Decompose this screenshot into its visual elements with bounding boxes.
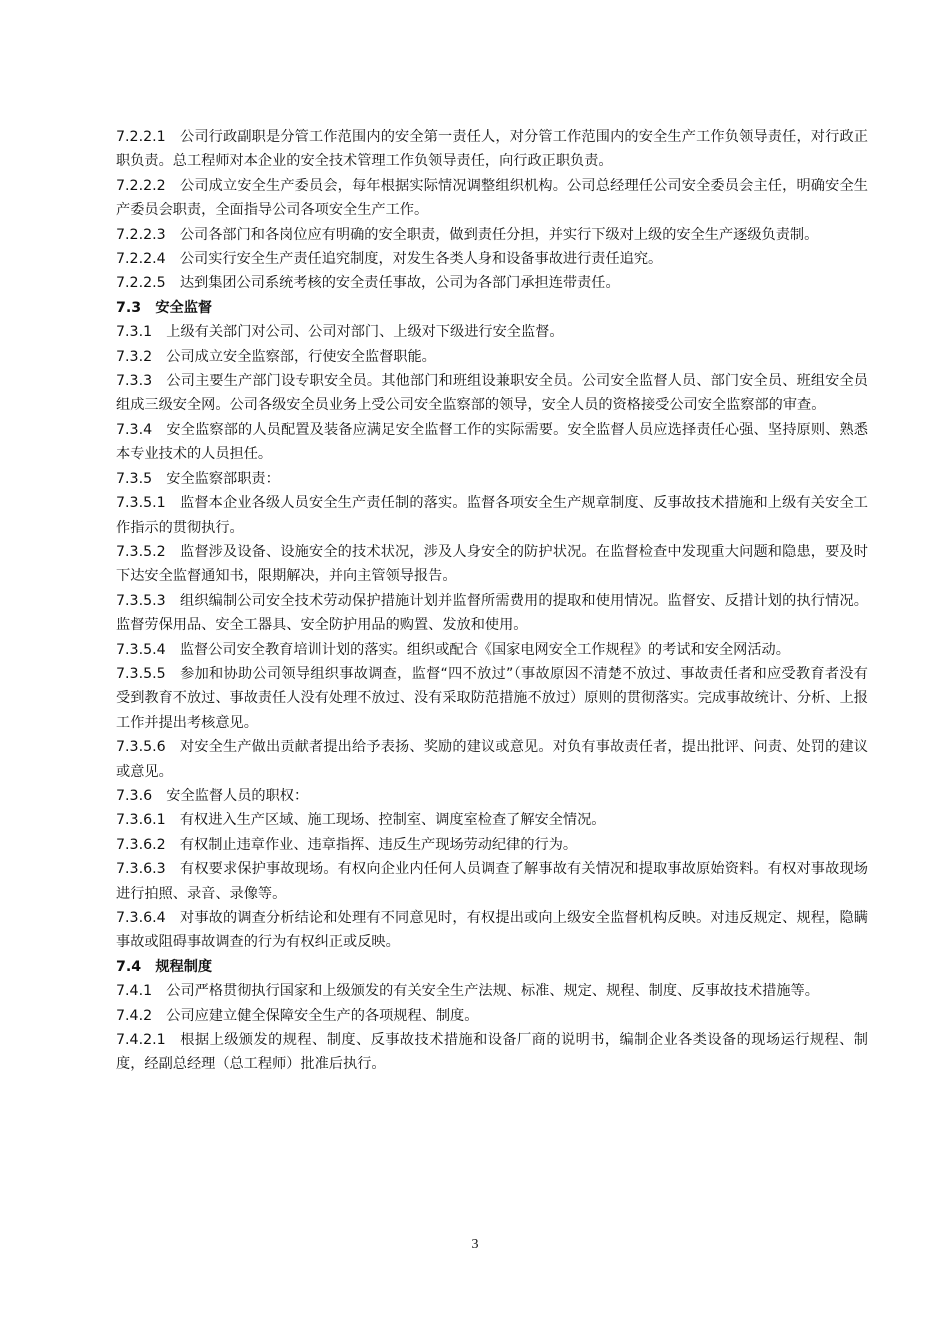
clause-text: 上级有关部门对公司、公司对部门、上级对下级进行安全监督。 xyxy=(166,324,564,341)
clause-text: 公司主要生产部门设专职安全员。其他部门和班组设兼职安全员。公司安全监督人员、部门安全员、班组安全员组成三级安全网。公司各级安全员业务上受公司安全监察部的领导，安全人员的资格接受公司安全监察部的审查。 xyxy=(116,373,868,414)
clause-number: 7.3.3 xyxy=(116,373,153,390)
clause-number: 7.3.5.5 xyxy=(116,665,166,682)
clause-number: 7.4.1 xyxy=(116,983,153,1000)
clause-number: 7.4.2 xyxy=(116,1007,153,1024)
clause-number: 7.3.5.2 xyxy=(116,543,166,560)
clause-number: 7.3.4 xyxy=(116,421,153,438)
clause-text: 监督公司安全教育培训计划的落实。组织或配合《国家电网安全工作规程》的考试和安全网活动。 xyxy=(179,641,790,658)
clause-number: 7.3.5 xyxy=(116,470,153,487)
clause-paragraph xyxy=(116,491,868,540)
clause-paragraph xyxy=(116,125,868,174)
clause-number: 7.2.2.2 xyxy=(116,177,166,194)
clause-text: 达到集团公司系统考核的安全责任事故，公司为各部门承担连带责任。 xyxy=(179,275,620,292)
clause-number: 7.3.5.1 xyxy=(116,495,166,512)
clause-paragraph xyxy=(116,418,868,467)
clause-text: 有权制止违章作业、违章指挥、违反生产现场劳动纪律的行为。 xyxy=(179,836,578,853)
clause-number: 7.2.2.3 xyxy=(116,226,166,243)
clause-text: 有权要求保护事故现场。有权向企业内任何人员调查了解事故有关情况和提取事故原始资料。有权对事故现场进行拍照、录音、录像等。 xyxy=(116,861,868,902)
section-heading xyxy=(116,296,868,320)
clause-number: 7.3.6.1 xyxy=(116,812,166,829)
clause-text: 对事故的调查分析结论和处理有不同意见时，有权提出或向上级安全监督机构反映。对违反规定、规程，隐瞒事故或阻碍事故调查的行为有权纠正或反映。 xyxy=(116,910,868,951)
clause-paragraph xyxy=(116,906,868,955)
clause-paragraph xyxy=(116,271,868,295)
page-number: 3 xyxy=(471,1237,479,1252)
clause-text: 公司成立安全监察部，行使安全监督职能。 xyxy=(166,348,436,365)
clause-paragraph xyxy=(116,784,868,808)
clause-number: 7.3.5.6 xyxy=(116,739,166,756)
clause-text: 公司实行安全生产责任追究制度，对发生各类人身和设备事故进行责任追究。 xyxy=(179,251,663,268)
clause-text: 公司行政副职是分管工作范围内的安全第一责任人，对分管工作范围内的安全生产工作负领导责任，对行政正职负责。总工程师对本企业的安全技术管理工作负领导责任，向行政正职负责。 xyxy=(116,129,868,170)
document-body xyxy=(116,125,868,1077)
clause-number: 7.3.5.3 xyxy=(116,592,166,609)
clause-number: 7.3.6 xyxy=(116,787,153,804)
clause-text: 公司成立安全生产委员会，每年根据实际情况调整组织机构。公司总经理任公司安全委员会主任，明确安全生产委员会职责，全面指导公司各项安全生产工作。 xyxy=(116,177,868,219)
clause-text: 有权进入生产区域、施工现场、控制室、调度室检查了解安全情况。 xyxy=(179,812,606,829)
clause-paragraph xyxy=(116,223,868,247)
clause-text: 安全监察部的人员配置及装备应满足安全监督工作的实际需要。安全监督人员应选择责任心强、坚持原则、熟悉本专业技术的人员担任。 xyxy=(116,421,868,463)
clause-paragraph xyxy=(116,174,868,223)
clause-number: 7.3.1 xyxy=(116,324,153,341)
clause-paragraph xyxy=(116,1028,868,1077)
clause-number: 7.4 xyxy=(116,958,142,975)
clause-paragraph xyxy=(116,1004,868,1028)
clause-text: 公司各部门和各岗位应有明确的安全职责，做到责任分担，并实行下级对上级的安全生产逐级负责制。 xyxy=(179,226,819,243)
clause-text: 监督涉及设备、设施安全的技术状况，涉及人身安全的防护状况。在监督检查中发现重大问题和隐患，要及时下达安全监督通知书，限期解决，并向主管领导报告。 xyxy=(116,543,868,585)
clause-text: 参加和协助公司领导组织事故调查，监督“四不放过”（事故原因不清楚不放过、事故责任者和应受教育者没有受到教育不放过、事故责任人没有处理不放过、没有采取防范措施不放过）原则的贯彻落实。完成事故统计、分析、上报工作并提出考核意见。 xyxy=(116,665,868,731)
clause-paragraph xyxy=(116,540,868,589)
clause-number: 7.4.2.1 xyxy=(116,1032,166,1049)
clause-paragraph xyxy=(116,589,868,638)
clause-number: 7.3 xyxy=(116,299,142,316)
clause-paragraph xyxy=(116,735,868,784)
clause-number: 7.2.2.1 xyxy=(116,129,166,145)
clause-text: 安全监督人员的职权： xyxy=(166,787,309,804)
clause-paragraph xyxy=(116,247,868,271)
clause-number: 7.3.5.4 xyxy=(116,641,166,658)
clause-paragraph xyxy=(116,345,868,369)
clause-paragraph xyxy=(116,833,868,857)
clause-text: 公司严格贯彻执行国家和上级颁发的有关安全生产法规、标准、规定、规程、制度、反事故技术措施等。 xyxy=(166,983,819,1000)
clause-text: 组织编制公司安全技术劳动保护措施计划并监督所需费用的提取和使用情况。监督安、反措计划的执行情况。监督劳保用品、安全工器具、安全防护用品的购置、发放和使用。 xyxy=(116,592,868,634)
clause-number: 7.3.6.2 xyxy=(116,836,166,853)
clause-paragraph xyxy=(116,467,868,491)
clause-paragraph xyxy=(116,320,868,344)
clause-number: 7.2.2.5 xyxy=(116,275,166,292)
section-title: 规程制度 xyxy=(155,958,213,975)
clause-text: 公司应建立健全保障安全生产的各项规程、制度。 xyxy=(166,1007,479,1024)
clause-paragraph xyxy=(116,369,868,418)
clause-number: 7.2.2.4 xyxy=(116,251,166,268)
section-heading xyxy=(116,955,868,979)
clause-paragraph xyxy=(116,857,868,906)
clause-text: 根据上级颁发的规程、制度、反事故技术措施和设备厂商的说明书，编制企业各类设备的现场运行规程、制度，经副总经理（总工程师）批准后执行。 xyxy=(116,1032,868,1073)
clause-number: 7.3.6.3 xyxy=(116,861,166,878)
clause-paragraph xyxy=(116,979,868,1003)
clause-paragraph xyxy=(116,662,868,735)
clause-number: 7.3.2 xyxy=(116,348,153,365)
section-title: 安全监督 xyxy=(155,299,213,316)
clause-text: 对安全生产做出贡献者提出给予表扬、奖励的建议或意见。对负有事故责任者，提出批评、问责、处罚的建议或意见。 xyxy=(116,739,868,780)
clause-number: 7.3.6.4 xyxy=(116,910,166,926)
clause-paragraph xyxy=(116,638,868,662)
clause-text: 安全监察部职责： xyxy=(166,470,280,487)
clause-paragraph xyxy=(116,808,868,832)
clause-text: 监督本企业各级人员安全生产责任制的落实。监督各项安全生产规章制度、反事故技术措施和上级有关安全工作指示的贯彻执行。 xyxy=(116,495,868,536)
